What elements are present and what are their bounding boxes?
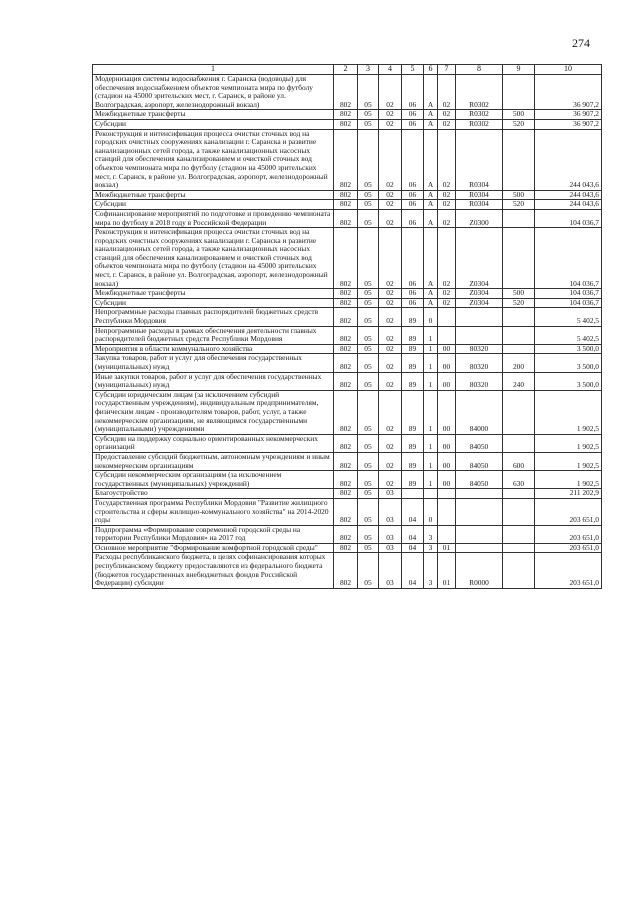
subsection-code-cell: 02	[379, 129, 402, 190]
subprogram-code-cell: 1	[424, 326, 438, 344]
amount-cell: 36 907,2	[535, 75, 602, 110]
activity-code-cell: 00	[438, 390, 456, 434]
expense-type-cell	[503, 129, 535, 190]
row-name-cell: Иные закупки товаров, работ и услуг для обеспечения государственных (муниципальных) нужд	[93, 372, 334, 390]
program-code-cell: 89	[402, 326, 424, 344]
amount-cell: 3 500,0	[535, 372, 602, 390]
table-row	[93, 119, 602, 129]
subprogram-code-cell: 0	[424, 308, 438, 326]
row-name-cell: Реконструкция и интенсификация процесса очистки сточных вод на городских очистных сооружениях канализации г. Саранска и развитие канализационных сетей города, а также канализационных насосных станций для обеспечения канализированием и очисткой сточных вод объектов чемпионата мира по футболу (стадион на 45000 зрительских мест, г. Саранск, в районе ул. Волгоградская, аэропорт, железнодорожный вокзал)	[93, 228, 334, 289]
ministry-code-cell: 802	[334, 553, 358, 588]
subsection-code-cell: 03	[379, 498, 402, 525]
activity-code-cell: 01	[438, 553, 456, 588]
subprogram-code-cell: А	[424, 119, 438, 129]
ministry-code-cell: 802	[334, 498, 358, 525]
row-name-cell: Субсидии	[93, 298, 334, 308]
program-code-cell: 04	[402, 525, 424, 543]
program-code-cell: 89	[402, 471, 424, 489]
ministry-code-cell: 802	[334, 525, 358, 543]
program-code-cell: 06	[402, 110, 424, 120]
header-cell-8: 8	[456, 65, 503, 75]
amount-cell: 1 902,5	[535, 471, 602, 489]
ministry-code-cell: 802	[334, 289, 358, 299]
section-code-cell: 05	[358, 354, 379, 372]
section-code-cell: 05	[358, 298, 379, 308]
table-row	[93, 129, 602, 190]
activity-code-cell: 02	[438, 209, 456, 227]
row-name-cell: Предоставление субсидий бюджетным, автономным учреждениям и иным некоммерческим организациям	[93, 452, 334, 470]
direction-code-cell: 80320	[456, 372, 503, 390]
header-cell-6: 6	[424, 65, 438, 75]
page-number: 274	[572, 36, 590, 50]
table-row	[93, 308, 602, 326]
activity-code-cell: 02	[438, 75, 456, 110]
program-code-cell: 89	[402, 372, 424, 390]
table-header-row	[93, 65, 602, 75]
table-row	[93, 190, 602, 200]
direction-code-cell: 84050	[456, 434, 503, 452]
direction-code-cell: 84000	[456, 390, 503, 434]
section-code-cell: 05	[358, 471, 379, 489]
activity-code-cell: 02	[438, 190, 456, 200]
subsection-code-cell: 02	[379, 434, 402, 452]
expense-type-cell	[503, 525, 535, 543]
expense-type-cell	[503, 489, 535, 499]
direction-code-cell: 80320	[456, 344, 503, 354]
subprogram-code-cell: 3	[424, 553, 438, 588]
activity-code-cell	[438, 525, 456, 543]
row-name-cell: Закупка товаров, работ и услуг для обеспечения государственных (муниципальных) нужд	[93, 354, 334, 372]
row-name-cell: Государственная программа Республики Мордовия "Развитие жилищного строительства и сферы жилищно-коммунального хозяйства" на 2014-2020 годы	[93, 498, 334, 525]
row-name-cell: Межбюджетные трансферты	[93, 190, 334, 200]
expense-type-cell: 600	[503, 452, 535, 470]
ministry-code-cell: 802	[334, 354, 358, 372]
subprogram-code-cell: 1	[424, 344, 438, 354]
direction-code-cell: R0302	[456, 110, 503, 120]
table-row	[93, 372, 602, 390]
direction-code-cell: R0302	[456, 75, 503, 110]
subsection-code-cell: 03	[379, 489, 402, 499]
row-name-cell: Благоустройство	[93, 489, 334, 499]
amount-cell: 203 651,0	[535, 543, 602, 553]
expense-type-cell: 630	[503, 471, 535, 489]
table-row	[93, 390, 602, 434]
program-code-cell: 04	[402, 543, 424, 553]
expense-type-cell: 500	[503, 190, 535, 200]
amount-cell: 1 902,5	[535, 434, 602, 452]
expense-type-cell: 500	[503, 110, 535, 120]
table-row	[93, 498, 602, 525]
direction-code-cell: 80320	[456, 354, 503, 372]
amount-cell: 244 043,6	[535, 200, 602, 210]
row-name-cell: Субсидии некоммерческим организациям (за исключением государственных (муниципальных) учреждений)	[93, 471, 334, 489]
table-body	[93, 65, 602, 589]
direction-code-cell: R0304	[456, 200, 503, 210]
subprogram-code-cell: 1	[424, 471, 438, 489]
amount-cell: 104 036,7	[535, 298, 602, 308]
activity-code-cell: 02	[438, 200, 456, 210]
subprogram-code-cell	[424, 489, 438, 499]
expense-type-cell: 520	[503, 298, 535, 308]
row-name-cell: Субсидии	[93, 119, 334, 129]
subprogram-code-cell: А	[424, 209, 438, 227]
program-code-cell: 89	[402, 390, 424, 434]
subprogram-code-cell: 0	[424, 498, 438, 525]
ministry-code-cell: 802	[334, 200, 358, 210]
table-row	[93, 354, 602, 372]
amount-cell: 211 202,9	[535, 489, 602, 499]
activity-code-cell: 00	[438, 471, 456, 489]
row-name-cell: Расходы республиканского бюджета, в целях софинансирования которых республиканскому бюджету предоставляются из федерального бюджета (бюджетов государственных внебюджетных фондов Российской Федерации) субсидии	[93, 553, 334, 588]
subsection-code-cell: 03	[379, 525, 402, 543]
table-row	[93, 525, 602, 543]
program-code-cell: 06	[402, 190, 424, 200]
subsection-code-cell: 02	[379, 110, 402, 120]
subprogram-code-cell: 3	[424, 543, 438, 553]
program-code-cell	[402, 489, 424, 499]
section-code-cell: 05	[358, 289, 379, 299]
subsection-code-cell: 02	[379, 200, 402, 210]
program-code-cell: 89	[402, 434, 424, 452]
amount-cell: 1 902,5	[535, 390, 602, 434]
table-row	[93, 110, 602, 120]
section-code-cell: 05	[358, 228, 379, 289]
activity-code-cell: 00	[438, 452, 456, 470]
subsection-code-cell: 02	[379, 119, 402, 129]
program-code-cell: 89	[402, 354, 424, 372]
amount-cell: 3 500,0	[535, 344, 602, 354]
ministry-code-cell: 802	[334, 390, 358, 434]
subsection-code-cell: 02	[379, 471, 402, 489]
direction-code-cell	[456, 543, 503, 553]
row-name-cell: Межбюджетные трансферты	[93, 110, 334, 120]
activity-code-cell: 02	[438, 228, 456, 289]
table-row	[93, 75, 602, 110]
subprogram-code-cell: А	[424, 298, 438, 308]
row-name-cell: Непрограммные расходы главных распорядителей бюджетных средств Республики Мордовия	[93, 308, 334, 326]
expense-type-cell	[503, 344, 535, 354]
program-code-cell: 06	[402, 298, 424, 308]
amount-cell: 3 500,0	[535, 354, 602, 372]
activity-code-cell: 02	[438, 298, 456, 308]
section-code-cell: 05	[358, 209, 379, 227]
direction-code-cell: R0304	[456, 190, 503, 200]
ministry-code-cell: 802	[334, 129, 358, 190]
ministry-code-cell: 802	[334, 489, 358, 499]
expense-type-cell	[503, 308, 535, 326]
amount-cell: 203 651,0	[535, 553, 602, 588]
expense-type-cell	[503, 75, 535, 110]
subsection-code-cell: 02	[379, 228, 402, 289]
section-code-cell: 05	[358, 525, 379, 543]
section-code-cell: 05	[358, 372, 379, 390]
subsection-code-cell: 02	[379, 452, 402, 470]
section-code-cell: 05	[358, 390, 379, 434]
amount-cell: 5 402,5	[535, 326, 602, 344]
table-row	[93, 289, 602, 299]
table-row	[93, 553, 602, 588]
expense-type-cell	[503, 390, 535, 434]
activity-code-cell	[438, 489, 456, 499]
section-code-cell: 05	[358, 190, 379, 200]
ministry-code-cell: 802	[334, 190, 358, 200]
row-name-cell: Реконструкция и интенсификация процесса очистки сточных вод на городских очистных сооружениях канализации г. Саранска и развитие канализационных сетей города, а также канализационных насосных станций для обеспечения канализированием и очисткой сточных вод объектов чемпионата мира по футболу (стадион на 45000 зрительских мест, г. Саранск, в районе ул. Волгоградская, аэропорт, железнодорожный вокзал)	[93, 129, 334, 190]
activity-code-cell: 02	[438, 119, 456, 129]
ministry-code-cell: 802	[334, 75, 358, 110]
subprogram-code-cell: А	[424, 228, 438, 289]
header-cell-4: 4	[379, 65, 402, 75]
activity-code-cell: 02	[438, 129, 456, 190]
section-code-cell: 05	[358, 129, 379, 190]
expense-type-cell	[503, 543, 535, 553]
expense-type-cell	[503, 228, 535, 289]
subprogram-code-cell: 1	[424, 372, 438, 390]
direction-code-cell: Z0304	[456, 228, 503, 289]
activity-code-cell: 00	[438, 434, 456, 452]
program-code-cell: 89	[402, 452, 424, 470]
amount-cell: 1 902,5	[535, 452, 602, 470]
activity-code-cell: 02	[438, 110, 456, 120]
row-name-cell: Субсидии на поддержку социально ориентированных некоммерческих организаций	[93, 434, 334, 452]
subprogram-code-cell: 3	[424, 525, 438, 543]
ministry-code-cell: 802	[334, 434, 358, 452]
program-code-cell: 06	[402, 119, 424, 129]
expense-type-cell: 200	[503, 354, 535, 372]
direction-code-cell	[456, 498, 503, 525]
subsection-code-cell: 02	[379, 390, 402, 434]
program-code-cell: 06	[402, 129, 424, 190]
program-code-cell: 06	[402, 228, 424, 289]
amount-cell: 104 036,7	[535, 289, 602, 299]
subprogram-code-cell: 1	[424, 354, 438, 372]
subprogram-code-cell: А	[424, 110, 438, 120]
amount-cell: 5 402,5	[535, 308, 602, 326]
table-row	[93, 543, 602, 553]
direction-code-cell: Z0300	[456, 209, 503, 227]
row-name-cell: Мероприятия в области коммунального хозяйства	[93, 344, 334, 354]
program-code-cell: 06	[402, 200, 424, 210]
activity-code-cell	[438, 308, 456, 326]
expense-type-cell: 520	[503, 200, 535, 210]
activity-code-cell: 01	[438, 543, 456, 553]
expense-type-cell	[503, 434, 535, 452]
table-row	[93, 326, 602, 344]
activity-code-cell: 00	[438, 372, 456, 390]
table-row	[93, 344, 602, 354]
subsection-code-cell: 02	[379, 326, 402, 344]
amount-cell: 36 907,2	[535, 119, 602, 129]
amount-cell: 104 036,7	[535, 209, 602, 227]
ministry-code-cell: 802	[334, 209, 358, 227]
header-cell-1: 1	[93, 65, 334, 75]
amount-cell: 104 036,7	[535, 228, 602, 289]
subprogram-code-cell: А	[424, 75, 438, 110]
section-code-cell: 05	[358, 434, 379, 452]
section-code-cell: 05	[358, 308, 379, 326]
section-code-cell: 05	[358, 543, 379, 553]
activity-code-cell	[438, 498, 456, 525]
subprogram-code-cell: 1	[424, 390, 438, 434]
direction-code-cell: 84050	[456, 471, 503, 489]
direction-code-cell	[456, 326, 503, 344]
direction-code-cell: Z0304	[456, 289, 503, 299]
table-row	[93, 452, 602, 470]
section-code-cell: 05	[358, 553, 379, 588]
row-name-cell: Модернизация системы водоснабжения г. Саранска (водоводы) для обеспечения водоснабжением объектов чемпионата мира по футболу (стадион на 45000 зрительских мест, г. Саранск, в районе ул. Волгоградская, аэропорт, железнодорожный вокзал)	[93, 75, 334, 110]
section-code-cell: 05	[358, 452, 379, 470]
section-code-cell: 05	[358, 200, 379, 210]
expense-type-cell: 520	[503, 119, 535, 129]
ministry-code-cell: 802	[334, 298, 358, 308]
expense-type-cell	[503, 326, 535, 344]
subsection-code-cell: 02	[379, 344, 402, 354]
budget-table	[92, 64, 602, 589]
ministry-code-cell: 802	[334, 308, 358, 326]
amount-cell: 203 651,0	[535, 498, 602, 525]
ministry-code-cell: 802	[334, 452, 358, 470]
direction-code-cell: 84050	[456, 452, 503, 470]
amount-cell: 244 043,6	[535, 129, 602, 190]
section-code-cell: 05	[358, 498, 379, 525]
activity-code-cell: 02	[438, 289, 456, 299]
table-row	[93, 489, 602, 499]
direction-code-cell	[456, 489, 503, 499]
subprogram-code-cell: 1	[424, 434, 438, 452]
direction-code-cell: R0302	[456, 119, 503, 129]
direction-code-cell: Z0304	[456, 298, 503, 308]
subsection-code-cell: 02	[379, 289, 402, 299]
header-cell-9: 9	[503, 65, 535, 75]
ministry-code-cell: 802	[334, 372, 358, 390]
ministry-code-cell: 802	[334, 110, 358, 120]
subsection-code-cell: 02	[379, 308, 402, 326]
subsection-code-cell: 03	[379, 543, 402, 553]
program-code-cell: 06	[402, 75, 424, 110]
header-cell-2: 2	[334, 65, 358, 75]
section-code-cell: 05	[358, 75, 379, 110]
program-code-cell: 89	[402, 344, 424, 354]
subsection-code-cell: 02	[379, 75, 402, 110]
subsection-code-cell: 03	[379, 553, 402, 588]
subsection-code-cell: 02	[379, 209, 402, 227]
row-name-cell: Субсидии юридическим лицам (за исключением субсидий государственным учреждениям), индивидуальным предпринимателям, физическим лицам - производителям товаров, работ, услуг, а также некоммерческим организациям, не являющимся государственными (муниципальными) учреждениями	[93, 390, 334, 434]
expense-type-cell: 500	[503, 289, 535, 299]
ministry-code-cell: 802	[334, 543, 358, 553]
row-name-cell: Субсидии	[93, 200, 334, 210]
subprogram-code-cell: А	[424, 289, 438, 299]
activity-code-cell: 00	[438, 354, 456, 372]
direction-code-cell	[456, 525, 503, 543]
header-cell-7: 7	[438, 65, 456, 75]
header-cell-5: 5	[402, 65, 424, 75]
table-row	[93, 434, 602, 452]
subsection-code-cell: 02	[379, 354, 402, 372]
expense-type-cell	[503, 209, 535, 227]
expense-type-cell	[503, 498, 535, 525]
activity-code-cell	[438, 326, 456, 344]
section-code-cell: 05	[358, 110, 379, 120]
amount-cell: 203 651,0	[535, 525, 602, 543]
subsection-code-cell: 02	[379, 190, 402, 200]
direction-code-cell	[456, 308, 503, 326]
row-name-cell: Межбюджетные трансферты	[93, 289, 334, 299]
direction-code-cell: R0000	[456, 553, 503, 588]
expense-type-cell: 240	[503, 372, 535, 390]
activity-code-cell: 00	[438, 344, 456, 354]
ministry-code-cell: 802	[334, 119, 358, 129]
section-code-cell: 05	[358, 326, 379, 344]
table-row	[93, 471, 602, 489]
section-code-cell: 05	[358, 119, 379, 129]
program-code-cell: 06	[402, 209, 424, 227]
table-row	[93, 298, 602, 308]
table-row	[93, 209, 602, 227]
program-code-cell: 04	[402, 553, 424, 588]
table-row	[93, 228, 602, 289]
amount-cell: 36 907,2	[535, 110, 602, 120]
ministry-code-cell: 802	[334, 228, 358, 289]
direction-code-cell: R0304	[456, 129, 503, 190]
row-name-cell: Непрограммные расходы в рамках обеспечения деятельности главных распорядителей бюджетных средств Республики Мордовия	[93, 326, 334, 344]
header-cell-10: 10	[535, 65, 602, 75]
program-code-cell: 89	[402, 308, 424, 326]
section-code-cell: 05	[358, 344, 379, 354]
program-code-cell: 04	[402, 498, 424, 525]
ministry-code-cell: 802	[334, 471, 358, 489]
subprogram-code-cell: А	[424, 129, 438, 190]
row-name-cell: Подпрограмма «Формирование современной городской среды на территории Республики Мордовия» на 2017 год	[93, 525, 334, 543]
subprogram-code-cell: А	[424, 200, 438, 210]
row-name-cell: Основное мероприятие "Формирование комфортной городской среды"	[93, 543, 334, 553]
row-name-cell: Софинансирование мероприятий по подготовке и проведению чемпионата мира по футболу в 2018 году в Российской Федерации	[93, 209, 334, 227]
expense-type-cell	[503, 553, 535, 588]
amount-cell: 244 043,6	[535, 190, 602, 200]
subsection-code-cell: 02	[379, 298, 402, 308]
header-cell-3: 3	[358, 65, 379, 75]
program-code-cell: 06	[402, 289, 424, 299]
table-row	[93, 200, 602, 210]
subsection-code-cell: 02	[379, 372, 402, 390]
ministry-code-cell: 802	[334, 326, 358, 344]
subprogram-code-cell: А	[424, 190, 438, 200]
ministry-code-cell: 802	[334, 344, 358, 354]
subprogram-code-cell: 1	[424, 452, 438, 470]
section-code-cell: 05	[358, 489, 379, 499]
